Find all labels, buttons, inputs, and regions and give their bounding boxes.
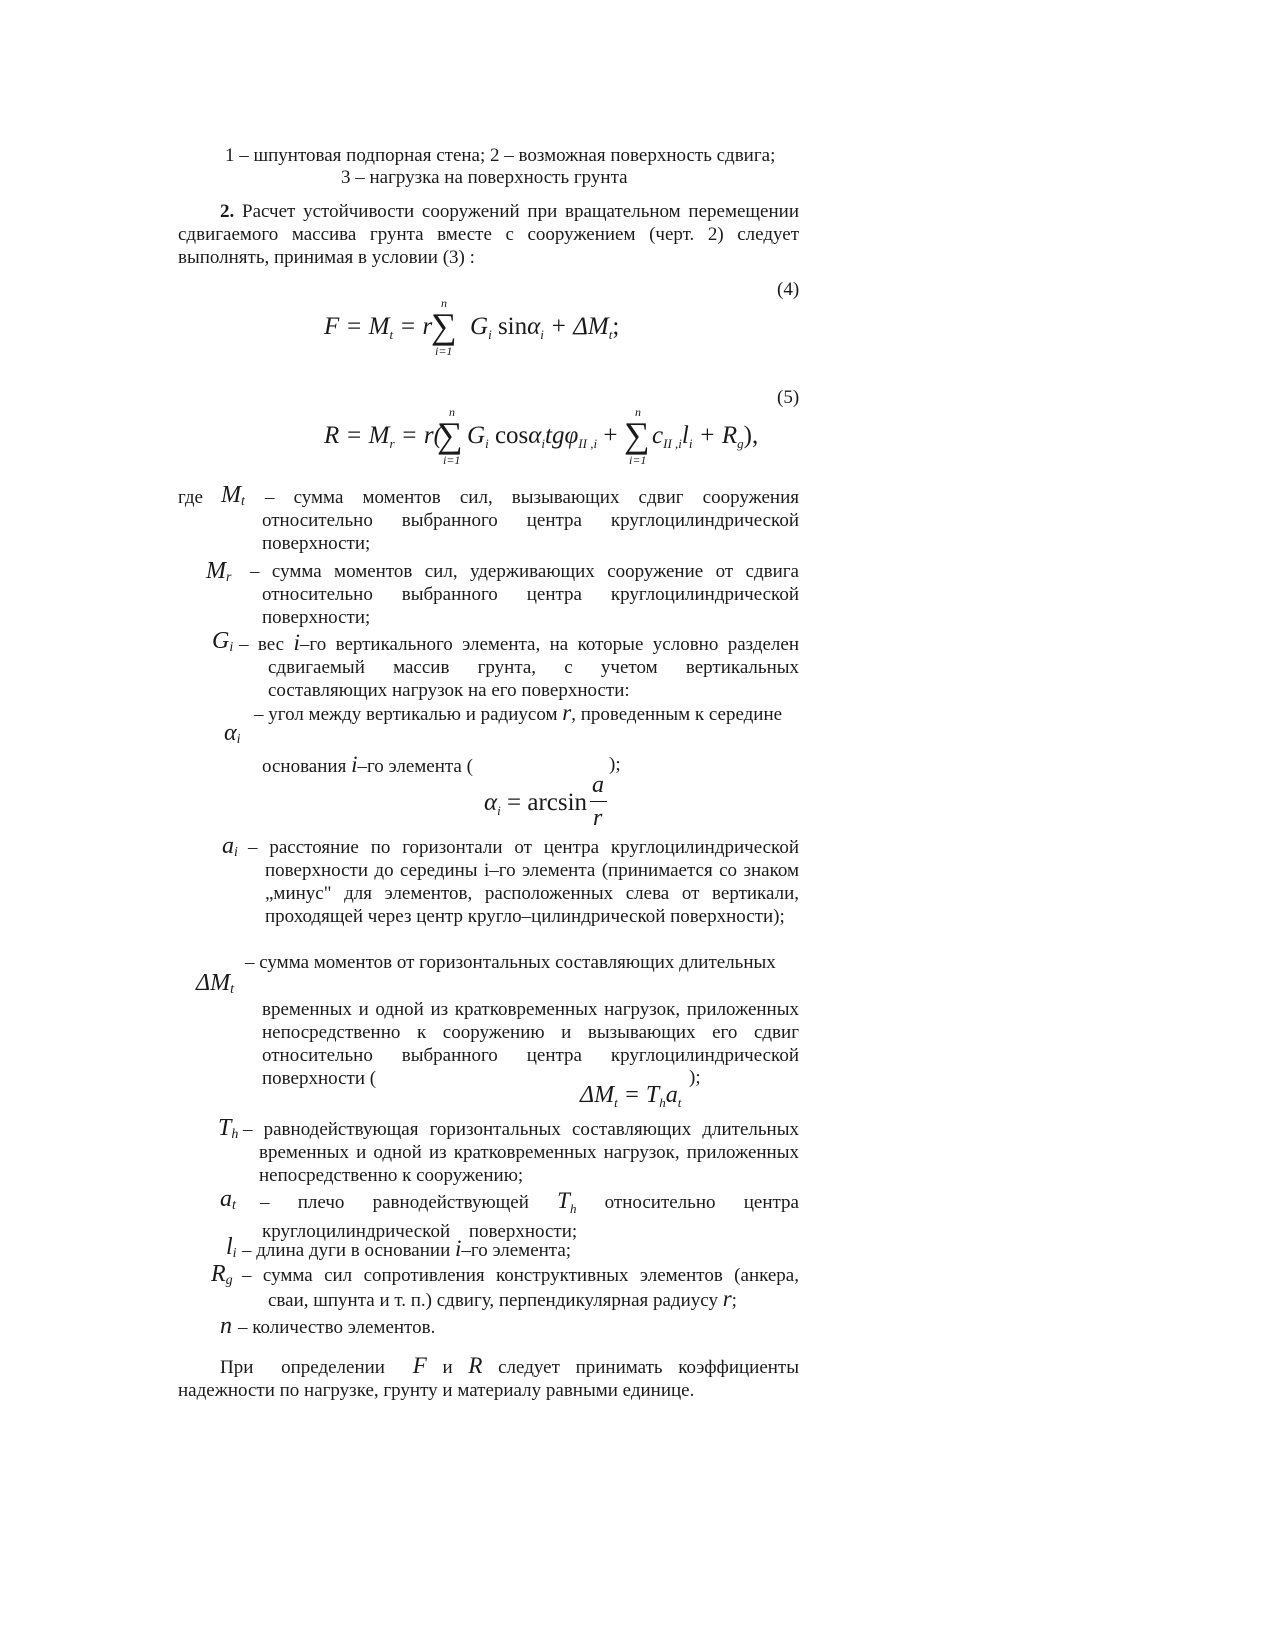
symbol-Mr: $M_r$ — [206, 558, 232, 585]
equation-number-4: (4) — [777, 279, 800, 300]
symbol-Rg: $R_g$ — [211, 1261, 233, 1288]
definition-dMt: временных и одной из кратковременных нагрузок, приложенных непосредственно к сооружению и вызывающих его сдвиг относительно выбранного центра круглоцилиндрической поверхности ( — [262, 999, 799, 1089]
alpha-formula-denominator: r — [593, 805, 603, 831]
definition-li: – длина дуги в основании i–го элемента; — [242, 1236, 572, 1261]
fraction-line — [590, 801, 607, 802]
eq5-sum2-lower: i=1 — [629, 453, 647, 467]
sum-symbol: ∑ — [431, 306, 457, 346]
symbol-at: $a_t$ — [220, 1186, 236, 1213]
definition-alpha-line-2: основания i–го элемента ( — [262, 752, 473, 777]
where-label: где — [178, 487, 203, 508]
delta-Mt-formula: $\Delta M_t = T_ha_t$ — [580, 1082, 682, 1110]
section-number: 2. — [220, 201, 235, 222]
equation-number-5: (5) — [777, 387, 800, 408]
definition-at: – плечо равнодействующей $T_h$ относительно центра круглоцилиндрической поверхности; — [260, 1188, 799, 1242]
sum-symbol: ∑ — [624, 415, 650, 455]
intro-text: Расчет устойчивости сооружений при вращательном перемещении сдвигаемого массива грунта вместе с сооружением (черт. 2) следует выполнять, принимая в условии (3) : — [178, 201, 799, 268]
alpha-formula: $\alpha_i = \arcsin$ — [484, 789, 588, 818]
definition-Th: – равнодействующая горизонтальных составляющих длительных временных и одной из кратковременных нагрузок, приложенных непосредственно к сооружению; — [243, 1119, 799, 1186]
symbol-alpha-i: $\alpha_i$ — [224, 720, 241, 747]
symbol-n: n — [220, 1313, 232, 1339]
closing-paragraph: При определении F и R следует принимать коэффициенты надежности по нагрузке, грунту и материалу равными единице. — [178, 1353, 799, 1401]
equation-5-terms-1: $G_i$ cosα$_i$tgφ$_{II ,i}$ + — [467, 422, 618, 451]
definition-Mt: – сумма моментов сил, вызывающих сдвиг сооружения относительно выбранного центра круглоцилиндрической поверхности; — [262, 487, 799, 554]
figure-caption-line-1: 1 – шпунтовая подпорная стена; 2 – возможная поверхность сдвига; — [225, 145, 776, 166]
symbol-delta-Mt: $\Delta M_t$ — [196, 970, 234, 997]
figure-caption-line-2: 3 – нагрузка на поверхность грунта — [341, 167, 628, 188]
symbol-Mt: $M_t$ — [221, 482, 245, 509]
eq4-sum-upper: n — [441, 296, 447, 310]
eq5-sum1-lower: i=1 — [443, 453, 461, 467]
eq5-sum1-upper: n — [449, 405, 455, 419]
definition-alpha-line-1: – угол между вертикалью и радиусом r, проведенным к середине — [254, 700, 783, 725]
intro-paragraph — [178, 200, 799, 269]
equation-5-terms-2: $c_{II ,i}l_i + R_g$), — [652, 422, 759, 451]
symbol-Th: $T_h$ — [218, 1115, 239, 1142]
definition-Rg: – сумма сил сопротивления конструктивных элементов (анкера, сваи, шпунта и т. п.) сдвигу, перпендикулярная радиусу r; — [242, 1265, 799, 1311]
eq4-lhs: F = M — [324, 313, 390, 340]
equation-4: $F = M_t = r$ — [324, 313, 433, 342]
eq5-sum2-upper: n — [635, 405, 641, 419]
sum-symbol: ∑ — [437, 415, 463, 455]
definition-dMt-close: ); — [689, 1067, 701, 1088]
definition-alpha-close: ); — [609, 754, 621, 775]
symbol-li: $l_i$ — [226, 1234, 237, 1261]
alpha-formula-numerator: a — [592, 772, 604, 798]
symbol-Gi: $G_i$ — [212, 628, 234, 655]
eq4-sum-lower: i=1 — [435, 344, 453, 358]
equation-5: $R = M_r = r$( — [324, 422, 442, 451]
definition-ai: – расстояние по горизонтали от центра круглоцилиндрической поверхности до середины i–го элемента (принимается со знаком „минус" для элементов, расположенных слева от вертикали, проходящей через центр кругло–цилиндрической поверхности); — [248, 837, 799, 927]
definition-dMt-line-1: – сумма моментов от горизонтальных составляющих длительных — [245, 952, 776, 973]
equation-4-terms: $G_i$ $\sin\alpha_i + \Delta M_t$; — [470, 313, 620, 342]
definition-Gi: – вес i–го вертикального элемента, на которые условно разделен сдвигаемый массив грунта, с учетом вертикальных составляющих нагрузок на его поверхности: — [239, 630, 799, 701]
definition-Mr: – сумма моментов сил, удерживающих сооружение от сдвига относительно выбранного центра круглоцилиндрической поверхности; — [250, 561, 799, 628]
definition-n: – количество элементов. — [238, 1317, 436, 1338]
symbol-ai: $a_i$ — [222, 833, 238, 860]
